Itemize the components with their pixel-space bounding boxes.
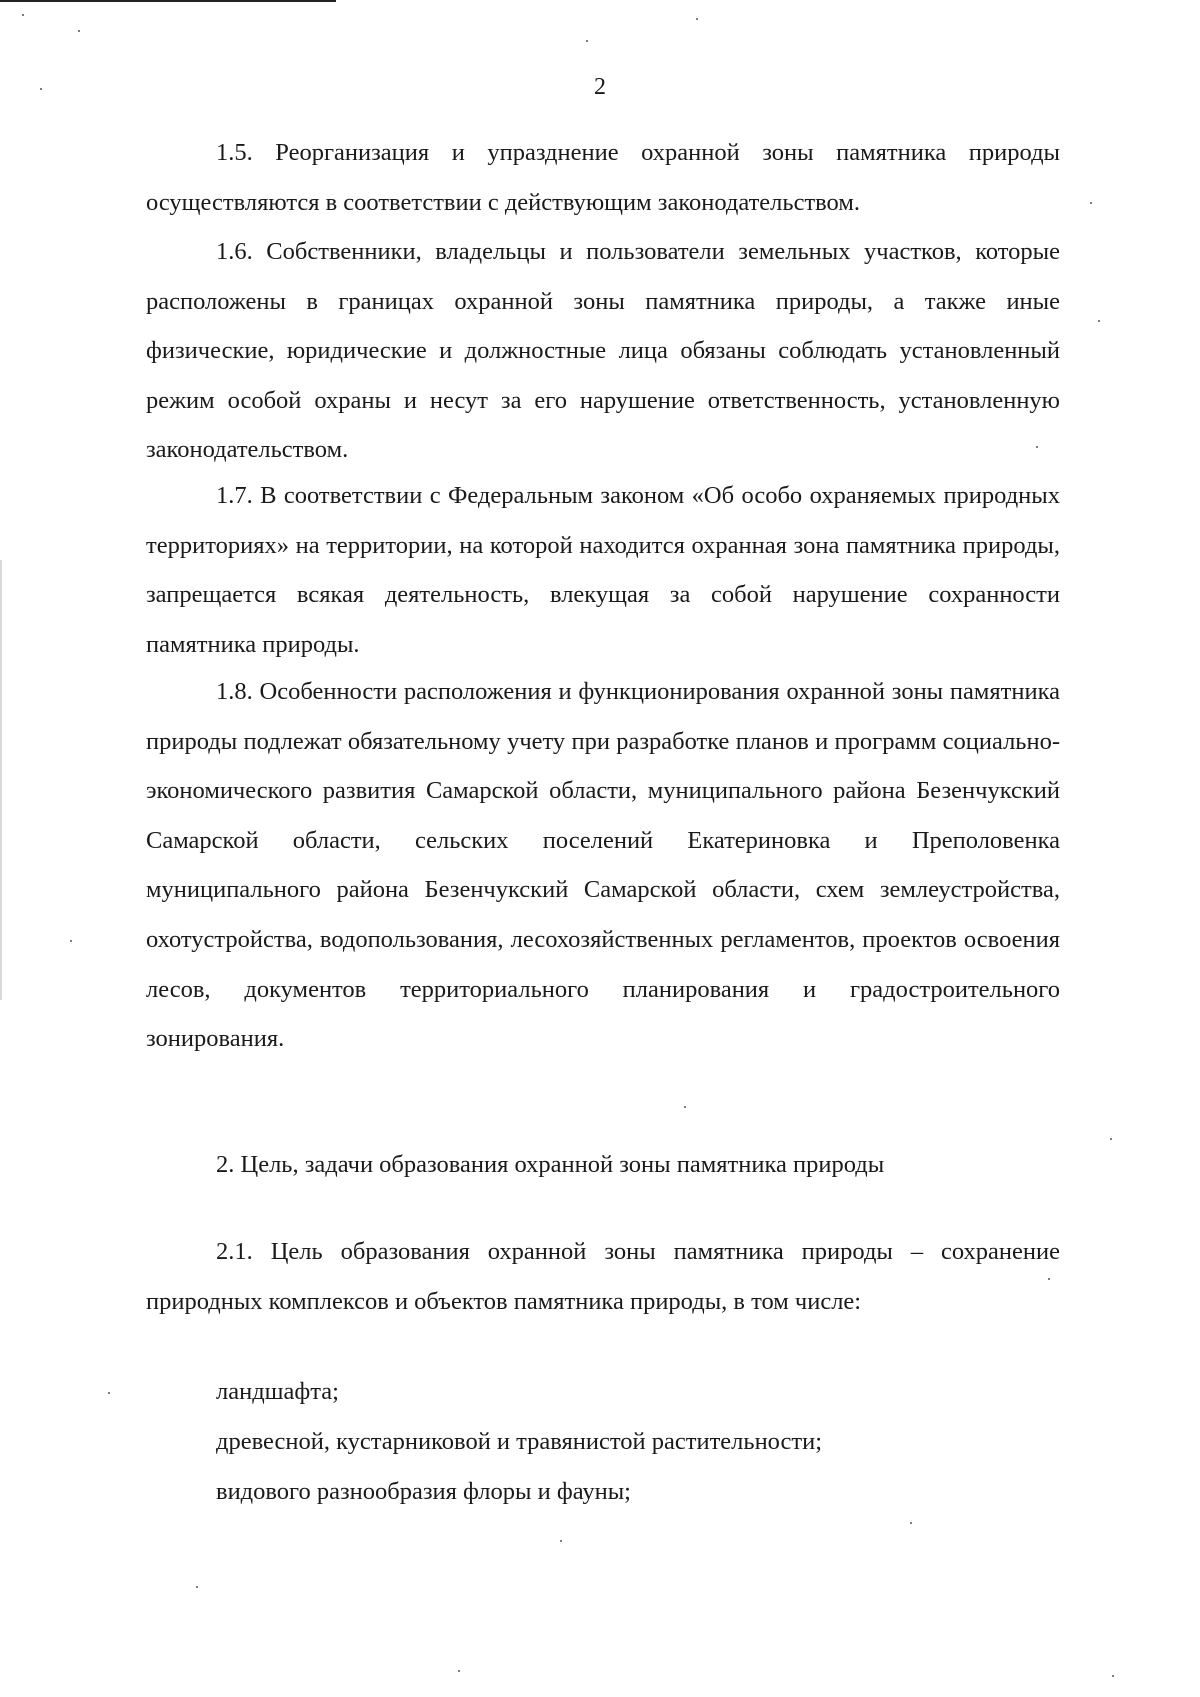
scan-speck: [70, 940, 72, 942]
scan-speck: [196, 1586, 198, 1588]
paragraph-1-5: 1.5. Реорганизация и упразднение охранной зоны памятника природы осуществляются в соответствии с действующим законодательством.: [146, 139, 1060, 216]
scan-speck: [560, 1540, 562, 1542]
scan-speck: [684, 1106, 686, 1108]
page-number: 2: [594, 74, 606, 100]
scan-speck: [910, 1522, 912, 1524]
scan-speck: [1090, 202, 1092, 204]
scan-speck: [1098, 320, 1100, 322]
list-item: древесной, кустарниковой и травянистой растительности;: [216, 1428, 823, 1455]
section-2-heading: 2. Цель, задачи образования охранной зоны памятника природы: [216, 1151, 885, 1178]
scan-speck: [696, 18, 698, 20]
paragraph-1-6: 1.6. Собственники, владельцы и пользователи земельных участков, которые расположены в границах охранной зоны памятника природы, а также иные физические, юридические и должностные лица обязаны соблюдать установленный режим особой охраны и несут за его нарушение ответственность, установленную законодательством.: [146, 238, 1060, 464]
list-item: видового разнообразия флоры и фауны;: [216, 1478, 631, 1505]
scan-speck: [458, 1670, 460, 1672]
scan-speck: [22, 14, 24, 16]
paragraph-2-1: 2.1. Цель образования охранной зоны памятника природы – сохранение природных комплексов и объектов памятника природы, в том числе:: [146, 1238, 1060, 1315]
scan-speck: [78, 30, 80, 32]
scan-speck: [1112, 1675, 1114, 1677]
scan-speck: [586, 40, 588, 42]
scan-edge-line: [0, 0, 336, 2]
paragraph-1-8: 1.8. Особенности расположения и функционирования охранной зоны памятника природы подлежат обязательному учету при разработке планов и программ социально-экономического развития Самарской области, муниципального района Безенчукский Самарской области, сельских поселений Екатериновка и Преполовенка муниципального района Безенчукский Самарской области, схем землеустройства, охотустройства, водопользования, лесохозяйственных регламентов, проектов освоения лесов, документов территориального планирования и градостроительного зонирования.: [146, 678, 1060, 1053]
list-item: ландшафта;: [216, 1378, 339, 1405]
scan-speck: [108, 1392, 110, 1394]
paragraph-1-7: 1.7. В соответствии с Федеральным законом «Об особо охраняемых природных территориях» на территории, на которой находится охранная зона памятника природы, запрещается всякая деятельность, влекущая за собой нарушение сохранности памятника природы.: [146, 482, 1060, 658]
scan-speck: [1110, 1138, 1112, 1140]
scan-edge-shadow: [0, 560, 2, 1000]
